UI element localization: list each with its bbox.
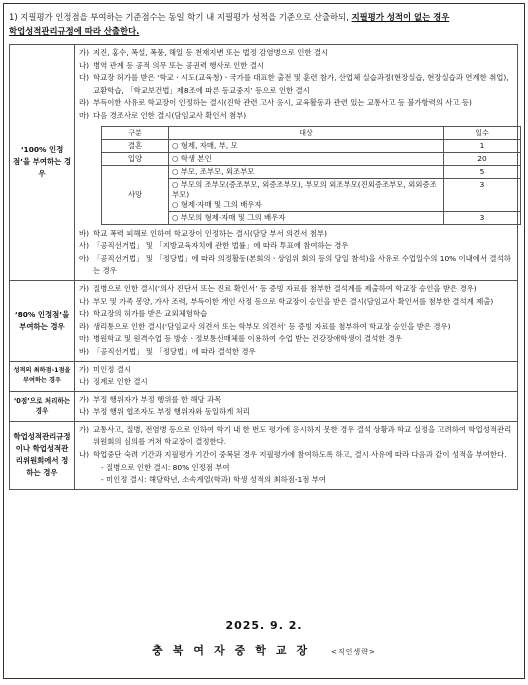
item-text: 「공직선거법」 및 「정당법」에 따라 의정활동(본회의ㆍ상임위 회의 등의 당일 참석)을 사유로 수업일수의 10% 이내에서 결석하는 경우 — [93, 253, 511, 276]
seal-note: <직인생략> — [331, 648, 376, 656]
criteria-table — [9, 44, 518, 490]
item-marker: 바) — [79, 228, 90, 238]
item-marker: 가) — [79, 424, 90, 434]
list-item — [79, 253, 513, 278]
list-item — [79, 296, 513, 309]
item-marker: 나) — [79, 60, 90, 70]
intro-emphasis-2: 학업성적관리규정에 따라 산출한다. — [9, 26, 140, 36]
target-cell: ○ 부모의 조부모(증조부모, 외증조부모), 부모의 외조부모(진외증조부모, 외외증조부모) ○ 형제·자매 및 그의 배우자 — [169, 178, 444, 211]
intro-emphasis: 지필평가 성적이 없는 경우 — [351, 12, 450, 22]
item-marker: 아) — [79, 253, 90, 263]
body-min — [75, 361, 518, 391]
body-zero — [75, 391, 518, 421]
list-item — [79, 283, 513, 296]
target-cell: ○ 형제, 자매, 부, 모 — [169, 139, 444, 152]
list-item — [79, 424, 513, 449]
category-committee: 학업성적관리규정이나 학업성적관리위원회에서 정하는 경우 — [10, 421, 75, 489]
item-text: 다음 경조사로 인한 결시(담임교사 확인서 첨부) — [93, 110, 247, 120]
item-text: 부정 행위 협조자도 부정 행위자와 동일하게 처리 — [93, 407, 250, 417]
body-100 — [75, 45, 518, 281]
item-text: 「공직선거법」 및 「정당법」에 따라 결석한 경우 — [93, 346, 256, 356]
row-zero — [10, 391, 518, 421]
row-min — [10, 361, 518, 391]
item-text: 부모 및 가족 봉양, 가사 조력, 부득이한 개인 사정 등으로 학교장이 승인을 받은 결시(담임교사 확인서를 첨부한 결석계 제출) — [93, 296, 494, 306]
list-item — [79, 449, 513, 462]
item-text: 학교 폭력 피해로 인하여 학교장이 인정하는 결시(담당 부서 의견서 첨부) — [93, 228, 327, 238]
type-cell: 결혼 — [102, 139, 169, 152]
sub-item: - 질병으로 인한 결시: 80% 인정점 부여 — [101, 462, 230, 472]
item-marker: 다) — [79, 309, 90, 319]
list-item — [79, 72, 513, 97]
item-text: 징계로 인한 결시 — [93, 377, 148, 387]
target-cell: ○ 부모의 형제·자매 및 그의 배우자 — [169, 211, 444, 224]
item-marker: 다) — [79, 73, 90, 83]
item-text: 지진, 홍수, 폭설, 폭풍, 해일 등 천재지변 또는 법정 감염병으로 인한 결시 — [93, 48, 329, 57]
row-100 — [10, 45, 518, 281]
item-marker: 바) — [79, 346, 90, 356]
body-80 — [75, 280, 518, 361]
item-marker: 가) — [79, 364, 90, 374]
item-marker: 나) — [79, 450, 90, 460]
list-item — [79, 97, 513, 110]
days-cell: 3 — [444, 178, 521, 211]
item-text: 학업중단 숙려 기간과 지필평가 기간이 중복된 경우 지필평가에 참여하도록 하고, 결시 사유에 따라 다음과 같이 성적을 부여한다. — [93, 450, 507, 460]
category-100: ‘100% 인정점’을 부여하는 경우 — [10, 45, 75, 281]
item-text: 교통사고, 질병, 전염병 등으로 인하여 학기 내 한 번도 평가에 응시하지 못한 경우 결석 상황과 학교 실정을 고려하여 학업성적관리위원회의 심의를 거쳐 학교장이 결정한다. — [93, 424, 512, 447]
col-type: 구분 — [102, 126, 169, 139]
days-cell: 5 — [444, 165, 521, 178]
list-item — [79, 47, 513, 60]
days-cell: 3 — [444, 211, 521, 224]
item-text: 학교장 허가를 받은 ‘학교ㆍ시도(교육청)ㆍ국가를 대표한 출전 및 훈련 참가, 산업체 실습과정(현장실습, 현장실습과 연계한 취업), 교환학습, 「학교보건법」제8조에 따른 등교중지’ 등으로 인한 결시 — [93, 73, 509, 95]
list-item — [79, 110, 513, 123]
item-marker: 마) — [79, 110, 90, 120]
item-text: 병역 관계 등 공적 의무 또는 공권력 행사로 인한 결시 — [93, 60, 265, 70]
list-item — [79, 228, 513, 241]
item-marker: 가) — [79, 48, 90, 57]
list-item — [79, 406, 513, 419]
col-target: 대상 — [169, 126, 444, 139]
type-cell: 사망 — [102, 165, 169, 224]
list-item — [79, 333, 513, 346]
sub-item: - 미인정 결시: 해당학년, 소속계열(학과) 학생 성적의 최하점-1점 부여 — [101, 475, 327, 485]
item-marker: 라) — [79, 321, 90, 331]
list-item — [79, 321, 513, 334]
item-marker: 나) — [79, 407, 90, 417]
item-marker: 나) — [79, 296, 90, 306]
item-text: 「공직선거법」 및 「지방교육자치에 관한 법률」에 따라 투표에 참여하는 경우 — [93, 241, 349, 251]
item-marker: 가) — [79, 394, 90, 404]
days-cell: 20 — [444, 152, 521, 165]
item-marker: 가) — [79, 283, 90, 293]
item-marker: 마) — [79, 334, 90, 344]
category-80: ‘80% 인정점’을 부여하는 경우 — [10, 280, 75, 361]
target-cell: ○ 학생 본인 — [169, 152, 444, 165]
row-committee — [10, 421, 518, 489]
list-item — [79, 376, 513, 389]
list-item — [79, 364, 513, 377]
item-marker: 사) — [79, 241, 90, 251]
item-text: 부정 행위자가 부정 행위를 한 해당 과목 — [93, 394, 222, 404]
intro-paragraph — [9, 10, 517, 38]
list-item — [79, 308, 513, 321]
item-text: 생리통으로 인한 결시(‘담임교사 의견서 또는 학부모 의견서’ 등 증빙 자료를 첨부하여 학교장 승인을 받은 경우) — [93, 321, 451, 331]
list-item — [79, 346, 513, 359]
type-cell: 입양 — [102, 152, 169, 165]
item-text: 질병으로 인한 결시(‘의사 진단서 또는 진료 확인서’ 등 증빙 자료를 첨부한 결석계를 제출하여 학교장 승인을 받은 경우) — [93, 283, 477, 293]
ceremony-table — [101, 126, 521, 225]
target-cell: ○ 부모, 조부모, 외조부모 — [169, 165, 444, 178]
item-text: 부득이한 사유로 학교장이 인정하는 결시(진학 관련 고사 응시, 교육활동과 관련 있는 교통사고 등 불가항력의 사고 등) — [93, 98, 472, 108]
row-80 — [10, 280, 518, 361]
intro-text: 1) 지필평가 인정점을 부여하는 기준점수는 동일 학기 내 지필평가 성적을 기준으로 산출하되, — [9, 12, 349, 22]
list-item — [79, 240, 513, 253]
item-text: 학교장의 허가를 받은 교외체험학습 — [93, 309, 208, 319]
document-date: 2025. 9. 2. — [225, 619, 303, 632]
list-item — [79, 60, 513, 73]
item-marker: 라) — [79, 98, 90, 108]
col-days: 일수 — [444, 126, 521, 139]
item-text: 병원학교 및 원격수업 등 방송ㆍ정보통신매체를 이용하여 수업 받는 건강장애학생이 결석한 경우 — [93, 334, 403, 344]
list-item — [79, 394, 513, 407]
category-zero: ‘0점’으로 처리하는 경우 — [10, 391, 75, 421]
body-committee — [75, 421, 518, 489]
days-cell: 1 — [444, 139, 521, 152]
school-signature — [0, 642, 528, 658]
school-name: 충북여자중학교장 — [152, 644, 318, 657]
item-text: 미인정 결시 — [93, 364, 132, 374]
category-min: 성적의 최하점-1점을 부여하는 경우 — [10, 361, 75, 391]
item-marker: 나) — [79, 377, 90, 387]
